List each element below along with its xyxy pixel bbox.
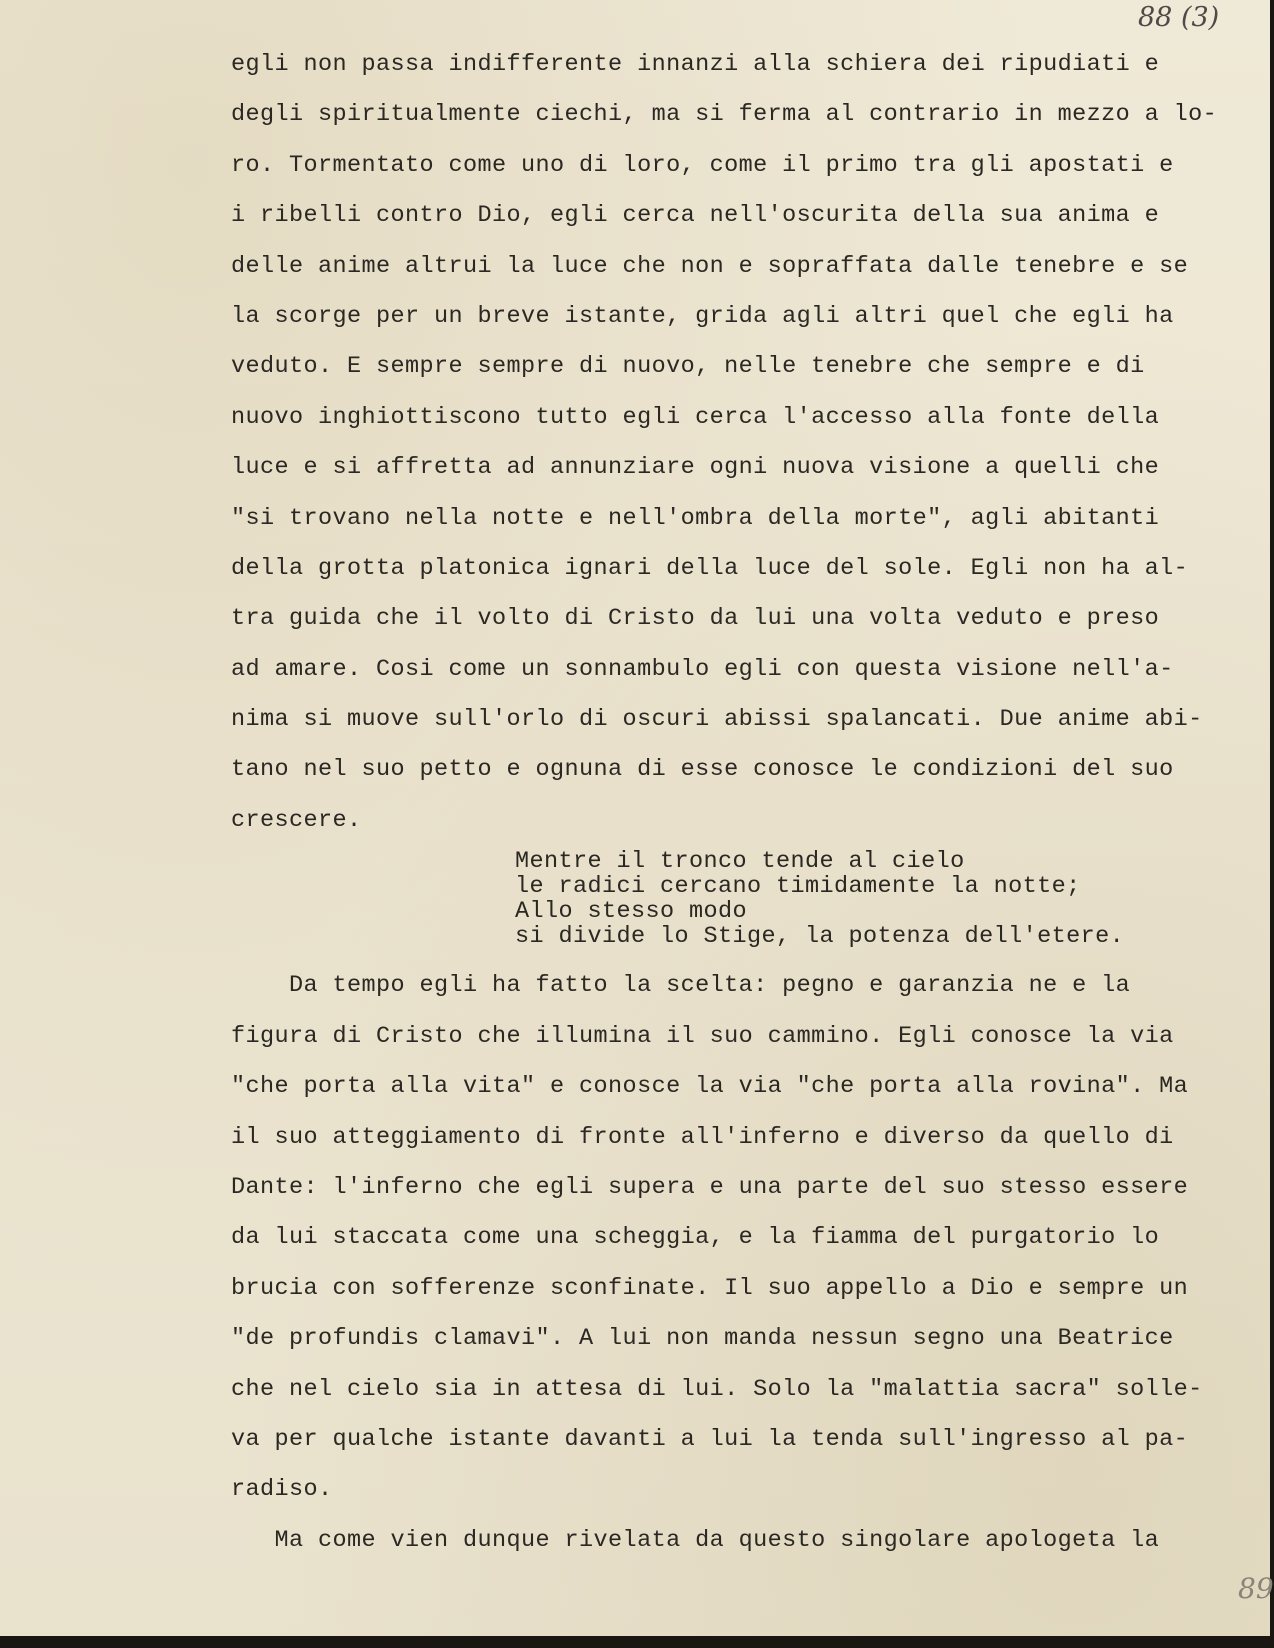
text-line: brucia con sofferenze sconfinate. Il suo appello a Dio e sempre un [231,1274,1189,1302]
text-line: tano nel suo petto e ognuna di esse conosce le condizioni del suo [231,756,1174,784]
text-line: ro. Tormentato come uno di loro, come il primo tra gli apostati e [231,151,1174,179]
text-line: Dante: l'inferno che egli supera e una parte del suo stesso essere [231,1174,1189,1201]
text-line: il suo atteggiamento di fronte all'inferno e diverso da quello di [231,1123,1174,1151]
text-line: Ma come vien dunque rivelata da questo singolare apologeta la [231,1526,1160,1554]
text-line: egli non passa indifferente innanzi alla schiera dei ripudiati e [231,51,1160,78]
text-line: "che porta alla vita" e conosce la via "che porta alla rovina". Ma [231,1073,1189,1101]
text-line: ad amare. Cosi come un sonnambulo egli con questa visione nell'a- [231,655,1174,683]
text-line: veduto. E sempre sempre di nuovo, nelle tenebre che sempre e di [231,353,1145,381]
verse-line: Allo stesso modo [515,897,748,925]
verse-line: Mentre il tronco tende al cielo [515,848,965,876]
text-line: la scorge per un breve istante, grida agli altri quel che egli ha [231,302,1174,330]
text-line: radiso. [231,1476,333,1504]
text-line: tra guida che il volto di Cristo da lui una volta veduto e preso [231,605,1160,633]
text-line: che nel cielo sia in attesa di lui. Solo la "malattia sacra" solle- [231,1375,1203,1403]
verse-line: le radici cercano timidamente la notte; [515,873,1081,901]
page-text [231,40,1231,1566]
page-number: 88 (3) [1138,2,1220,33]
text-line: luce e si affretta ad annunziare ogni nuova visione a quelli che [231,454,1160,482]
text-line: della grotta platonica ignari della luce del sole. Egli non ha al- [231,554,1189,582]
text-line: nima si muove sull'orlo di oscuri abissi spalancati. Due anime abi- [231,706,1203,734]
text-line: delle anime altrui la luce che non e sopraffata dalle tenebre e se [231,252,1189,280]
text-line: "de profundis clamavi". A lui non manda nessun segno una Beatrice [231,1325,1174,1353]
verse-line: si divide lo Stige, la potenza dell'etere. [515,922,1125,950]
text-line: nuovo inghiottiscono tutto egli cerca l'accesso alla fonte della [231,403,1160,431]
text-line: figura di Cristo che illumina il suo cammino. Egli conosce la via [231,1022,1174,1050]
text-line: "si trovano nella notte e nell'ombra della morte", agli abitanti [231,504,1160,532]
second-paragraph [231,961,1231,1566]
text-line: crescere. [231,806,362,834]
text-line: degli spiritualmente ciechi, ma si ferma al contrario in mezzo a lo- [231,101,1218,129]
text-line: Da tempo egli ha fatto la scelta: pegno e garanzia ne e la [231,972,1131,1000]
verse-quote [231,850,1231,949]
bottom-page-number: 89 [1238,1572,1274,1605]
text-line: da lui staccata come una scheggia, e la fiamma del purgatorio lo [231,1224,1160,1252]
text-line: va per qualche istante davanti a lui la tenda sull'ingresso al pa- [231,1425,1189,1453]
text-line: i ribelli contro Dio, egli cerca nell'oscurita della sua anima e [231,202,1160,230]
